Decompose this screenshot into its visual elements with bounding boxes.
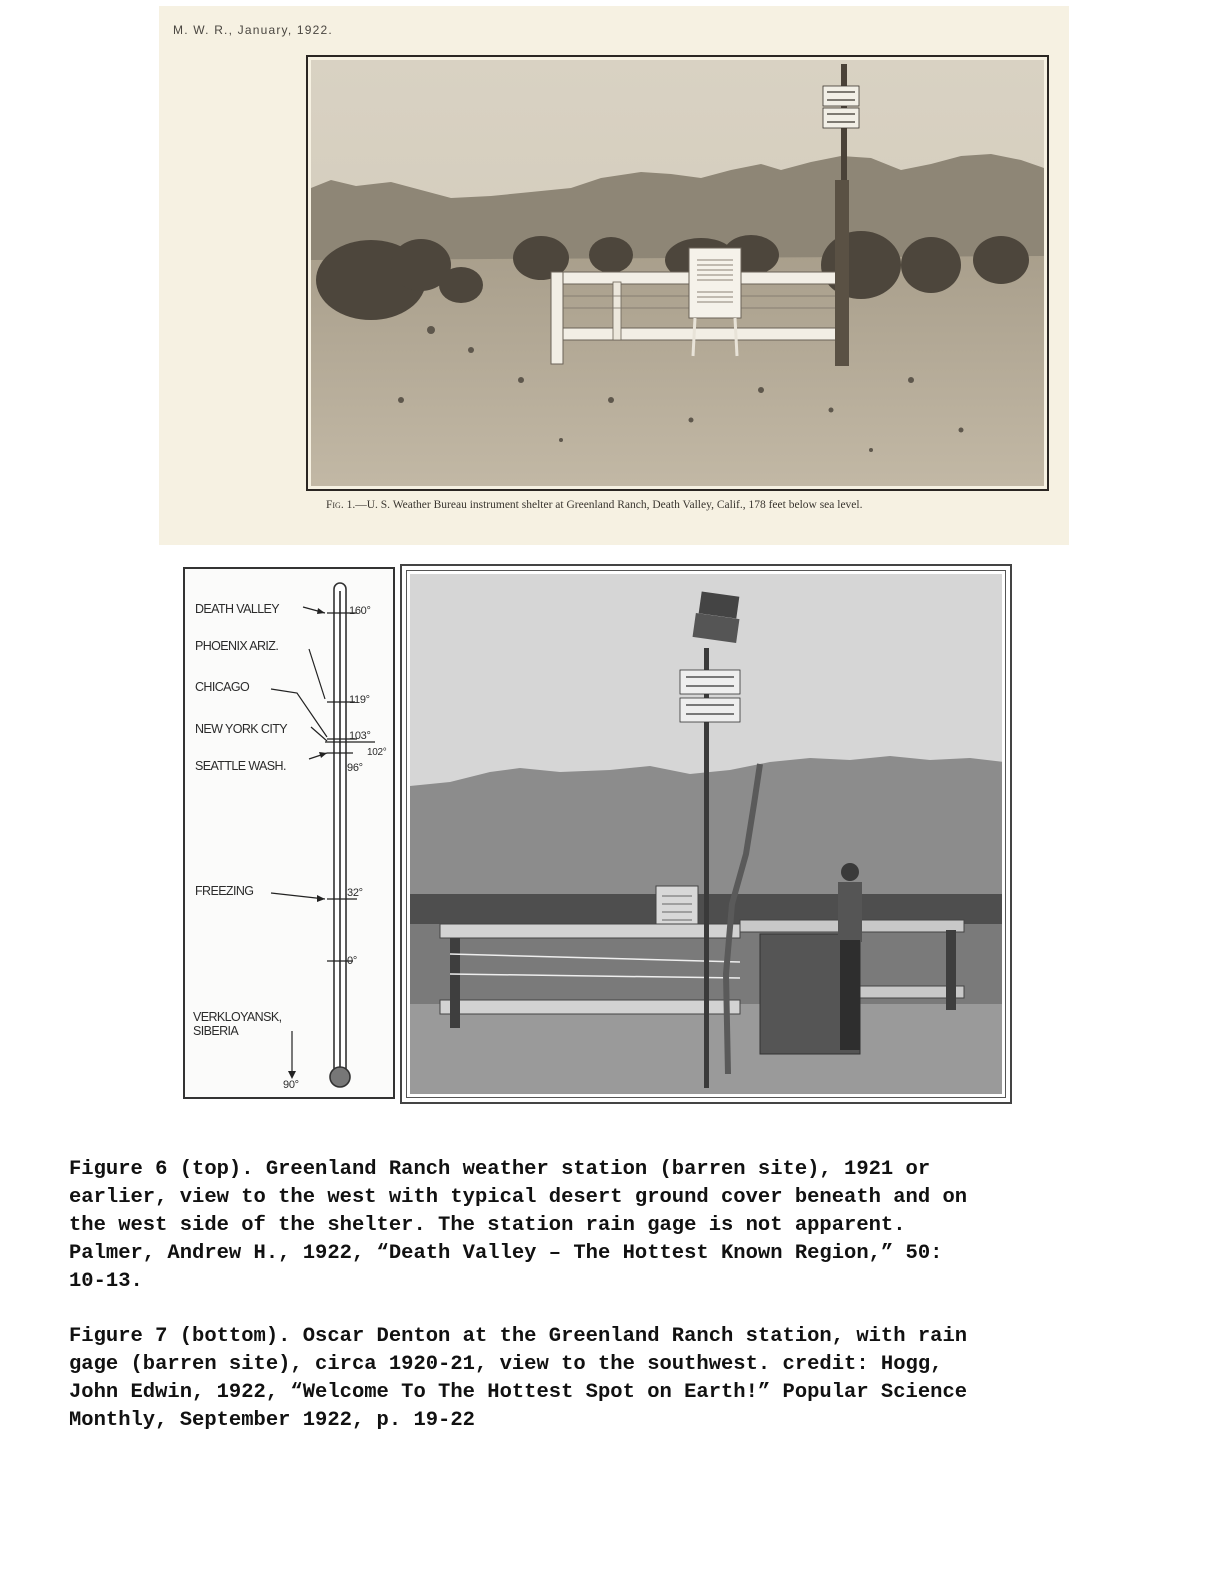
pointer-arrows [271,607,327,1077]
label-death-valley: DEATH VALLEY [195,602,280,616]
denton-photo-illustration [410,574,1002,1094]
shelter-photo-illustration [311,60,1044,486]
arrow-heads [288,608,327,1079]
reading-death-valley: 160° [349,605,371,617]
reading-new-york-city: 102° [367,747,387,758]
reading-zero: 0° [347,955,357,967]
label-new-york-city: NEW YORK CITY [195,722,287,736]
thermometer-bulb [330,1067,350,1087]
thermometer-comparison-diagram [183,567,395,1099]
figure-number: Fig. 1. [326,499,356,511]
monthly-weather-review-plate [159,6,1069,545]
plate-caption [326,499,862,511]
plate-caption-text: —U. S. Weather Bureau instrument shelter at Greenland Ranch, Death Valley, Calif., 178 feet below sea level. [355,499,863,511]
reading-verkloyansk: 90° [283,1079,299,1091]
label-siberia: SIBERIA [193,1024,239,1038]
scale-marks [325,613,375,961]
figure-6-caption: Figure 6 (top). Greenland Ranch weather station (barren site), 1921 or earlier, view to the west with typical desert ground cover beneath and on the west side of the shelter. The station rain gage is not apparent. Palmer, Andrew H., 1922, “Death Valley – The Hottest Known Region,” 50: 10-13. [69,1158,968,1293]
greenland-ranch-shelter-photo [311,60,1044,486]
label-verkloyansk: VERKLOYANSK, [193,1010,282,1024]
reading-freezing: 32° [347,887,363,899]
label-phoenix: PHOENIX ARIZ. [195,639,279,653]
thermometer-tube [330,583,350,1087]
oscar-denton-figure [838,863,862,1050]
oscar-denton-photo-frame [400,564,1012,1104]
oscar-denton-photo [410,574,1002,1094]
plate-header: M. W. R., January, 1922. [173,23,333,37]
reading-seattle: 96° [347,762,363,774]
reading-phoenix: 119° [349,694,370,706]
figure-7-caption: Figure 7 (bottom). Oscar Denton at the Greenland Ranch station, with rain gage (barren site), circa 1920-21, view to the southwest. credit: Hogg, John Edwin, 1922, “Welcome To The Hottest Spot on Earth!” Popular Science Monthly, September 1922, p. 19-22 [69,1325,968,1432]
label-seattle: SEATTLE WASH. [195,759,286,773]
reading-chicago: 103° [349,730,371,742]
label-freezing: FREEZING [195,884,254,898]
greenland-ranch-shelter-photo-frame [306,55,1049,491]
label-chicago: CHICAGO [195,680,250,694]
